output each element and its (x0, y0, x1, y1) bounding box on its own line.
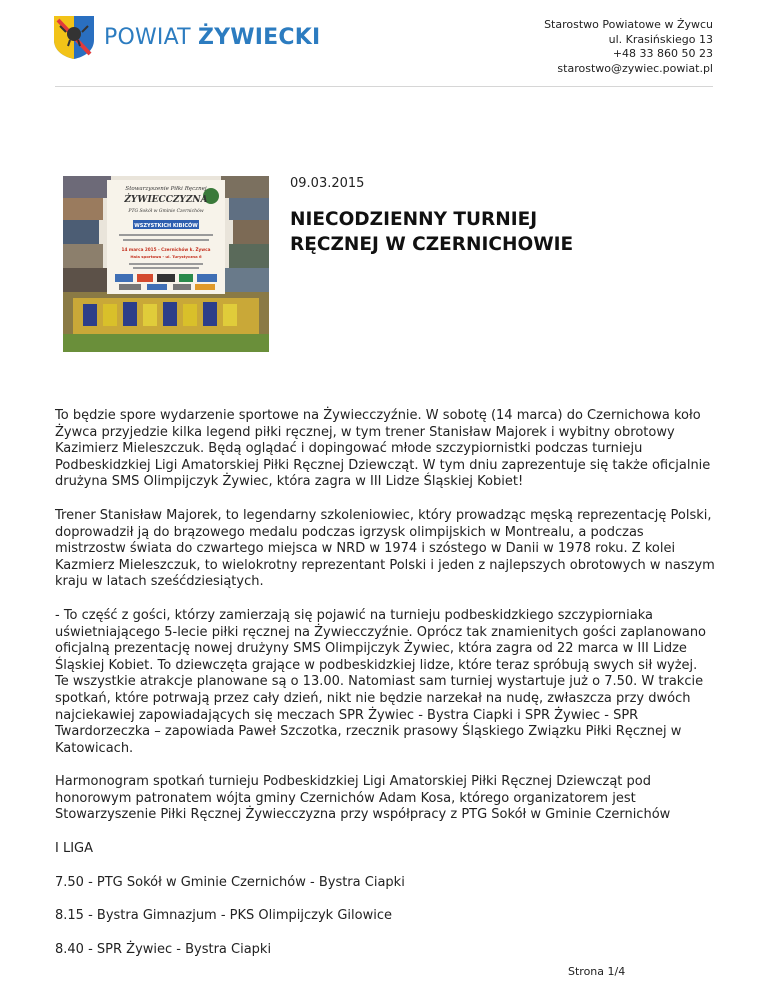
logo-wordmark (104, 25, 320, 50)
logo-word-zywiecki: ŻYWIECKI (198, 24, 321, 50)
poster-line-1: Stowarzyszenie Piłki Ręcznej (125, 186, 207, 192)
poster-line-3: PTG Sokół w Gminie Czernichów (128, 209, 204, 214)
poster-line-2: ŻYWIECCZYZNA (124, 195, 208, 205)
contact-street: ul. Krasińskiego 13 (608, 32, 713, 46)
article-title-line-2: RĘCZNEJ W CZERNICHOWIE (290, 234, 574, 255)
article-paragraph: - To część z gości, którzy zamierzają się pojawić na turnieju podbeskidzkiego szczypiorniaka uświetniającego 5-lecie piłki ręcznej na Żywiecczyźnie. Oprócz tak znamienitych gości zaplanowano oficjalną prezentację nowej drużyny SMS Olimpijczyk Żywiec, która zagra od 22 marca w III Lidze Śląskiej Kobiet. To dziewczęta grające w podbeskidzkiej lidze, które teraz spróbują swych sił wyżej. Te wszystkie atrakcje planowane są o 13.00. Natomiast sam turniej wystartuje już o 7.50. W trakcie spotkań, które potrwają przez cały dzień, nikt nie będzie narzekał na nudę, zwłaszcza przy dwóch najciekawiej zapowiadających się meczach SPR Żywiec - Bystra Ciapki i SPR Żywiec - SPR Twardorzeczka – zapowiada Paweł Szczotka, rzecznik prasowy Śląskiego Związku Piłki Ręcznej w Katowicach. (55, 607, 707, 756)
header-divider (55, 86, 713, 87)
article-poster-image[interactable] (63, 176, 269, 352)
article-title-line-1: NIECODZIENNY TURNIEJ (290, 209, 538, 230)
poster-line-4: WSZYSTKICH KIBICÓW (134, 223, 198, 229)
article-title (290, 207, 650, 257)
article-date: 09.03.2015 (290, 176, 365, 191)
contact-office: Starostwo Powiatowe w Żywcu (544, 18, 713, 31)
article-paragraph: Trener Stanisław Majorek, to legendarny szkoleniowiec, który prowadząc męską reprezentację Polski, doprowadził ją do brązowego medalu podczas igrzysk olimpijskich w Montrealu, a podczas mistrzostw świata do czwartego miejsca w NRD w 1974 i szóstego w Danii w 1978 roku. Z kolei Kazmierz Mieleszczuk, to wielokrotny reprezentant Polski i jeden z najlepszych obrotowych w naszym kraju w latach sześćdziesiątych. (55, 507, 715, 590)
coat-of-arms-icon (52, 14, 96, 60)
page-header (0, 0, 768, 90)
article-paragraph: Harmonogram spotkań turnieju Podbeskidzkiej Ligi Amatorskiej Piłki Ręcznej Dziewcząt pod honorowym patronatem wójta gminy Czernichów Adam Kosa, którego organizatorem jest Stowarzyszenie Piłki Ręcznej Żywiecczyzna przy współpracy z PTG Sokół w Gminie Czernichów (55, 774, 671, 823)
league-heading: I LIGA (55, 841, 94, 857)
contact-block (544, 18, 713, 76)
schedule-item: 7.50 - PTG Sokół w Gminie Czernichów - Bystra Ciapki (55, 874, 405, 890)
article-paragraph: To będzie spore wydarzenie sportowe na Żywiecczyźnie. W sobotę (14 marca) do Czernichowa koło Żywca przyjedzie kilka legend piłki ręcznej, w tym trener Stanisław Majorek i wybitny obrotowy Kazimierz Mieleszczuk. Będą oglądać i dopingować młode szczypiornistki podczas turnieju Podbeskidzkiej Ligi Amatorskiej Piłki Ręcznej Dziewcząt. W tym dniu zaprezentuje się także oficjalnie drużyna SMS Olimpijczyk Żywiec, która zagra w III Lidze Śląskiej Kobiet! (55, 408, 711, 490)
poster-sponsor-logos (115, 274, 217, 290)
logo-word-powiat: POWIAT (104, 24, 198, 50)
poster-line-5: 14 marca 2015 - Czernichów k. Żywca (121, 247, 211, 252)
powiat-logo[interactable] (52, 14, 320, 60)
poster-graphic (63, 176, 269, 352)
schedule-item: 8.15 - Bystra Gimnazjum - PKS Olimpijczyk Gilowice (55, 908, 392, 924)
schedule-item: 8.40 - SPR Żywiec - Bystra Ciapki (55, 941, 272, 957)
contact-phone: +48 33 860 50 23 (612, 47, 713, 60)
page-number: Strona 1/4 (568, 965, 626, 978)
article-body (55, 408, 715, 975)
contact-email[interactable]: starostwo@zywiec.powiat.pl (557, 61, 713, 75)
poster-line-6: Hala sportowa - ul. Turystyczna 6 (130, 254, 202, 259)
